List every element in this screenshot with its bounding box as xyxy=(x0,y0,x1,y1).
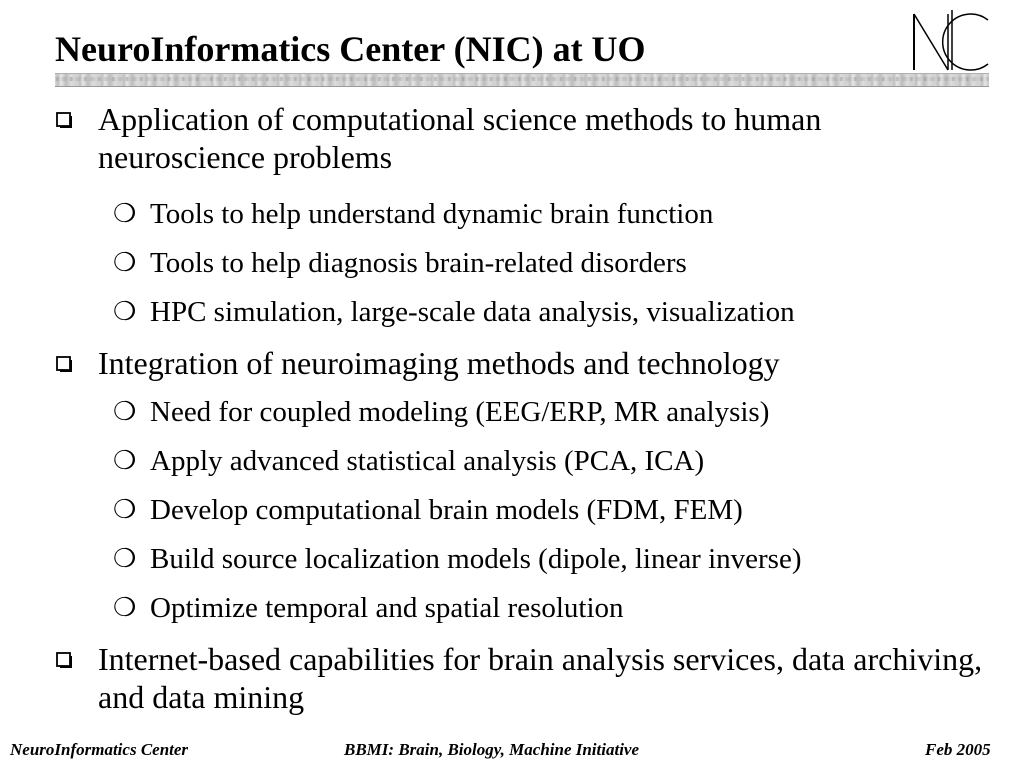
sub-bullet-text: Build source localization models (dipole, linear inverse) xyxy=(150,543,802,575)
footer-center: BBMI: Brain, Biology, Machine Initiative xyxy=(344,740,640,759)
hollow-circle-bullet-icon: ❍ xyxy=(113,199,137,228)
nic-logo-icon xyxy=(908,6,992,74)
hollow-square-bullet-icon xyxy=(54,354,74,374)
sub-bullet-text: Optimize temporal and spatial resolution xyxy=(150,592,624,624)
hollow-circle-bullet-icon: ❍ xyxy=(113,248,137,277)
footer-left: NeuroInformatics Center xyxy=(10,740,189,759)
hollow-circle-bullet-icon: ❍ xyxy=(113,397,137,426)
hollow-square-bullet-icon xyxy=(54,650,74,670)
sub-bullet-text: Tools to help diagnosis brain-related disorders xyxy=(150,247,687,279)
hollow-circle-bullet-icon: ❍ xyxy=(113,297,137,326)
bullet-text: Internet-based capabilities for brain analysis services, data archiving, and data mining xyxy=(98,641,983,715)
sub-bullet-text: Apply advanced statistical analysis (PCA, ICA) xyxy=(150,445,705,477)
hollow-square-bullet-icon xyxy=(54,110,74,130)
hollow-circle-bullet-icon: ❍ xyxy=(113,544,137,573)
hollow-circle-bullet-icon: ❍ xyxy=(113,495,137,524)
bullet-text: Application of computational science methods to human neuroscience problems xyxy=(98,101,822,175)
sub-bullet-text: HPC simulation, large-scale data analysis, visualization xyxy=(150,296,795,328)
sub-bullet-text: Tools to help understand dynamic brain function xyxy=(150,198,714,230)
sub-bullet-text: Need for coupled modeling (EEG/ERP, MR analysis) xyxy=(150,396,770,428)
bullet-text: Integration of neuroimaging methods and technology xyxy=(98,345,780,381)
title-underline-bar xyxy=(55,73,989,87)
slide-title: NeuroInformatics Center (NIC) at UO xyxy=(55,29,646,69)
sub-bullet-text: Develop computational brain models (FDM, FEM) xyxy=(150,494,743,526)
footer-right: Feb 2005 xyxy=(925,740,991,759)
hollow-circle-bullet-icon: ❍ xyxy=(113,593,137,622)
hollow-circle-bullet-icon: ❍ xyxy=(113,446,137,475)
